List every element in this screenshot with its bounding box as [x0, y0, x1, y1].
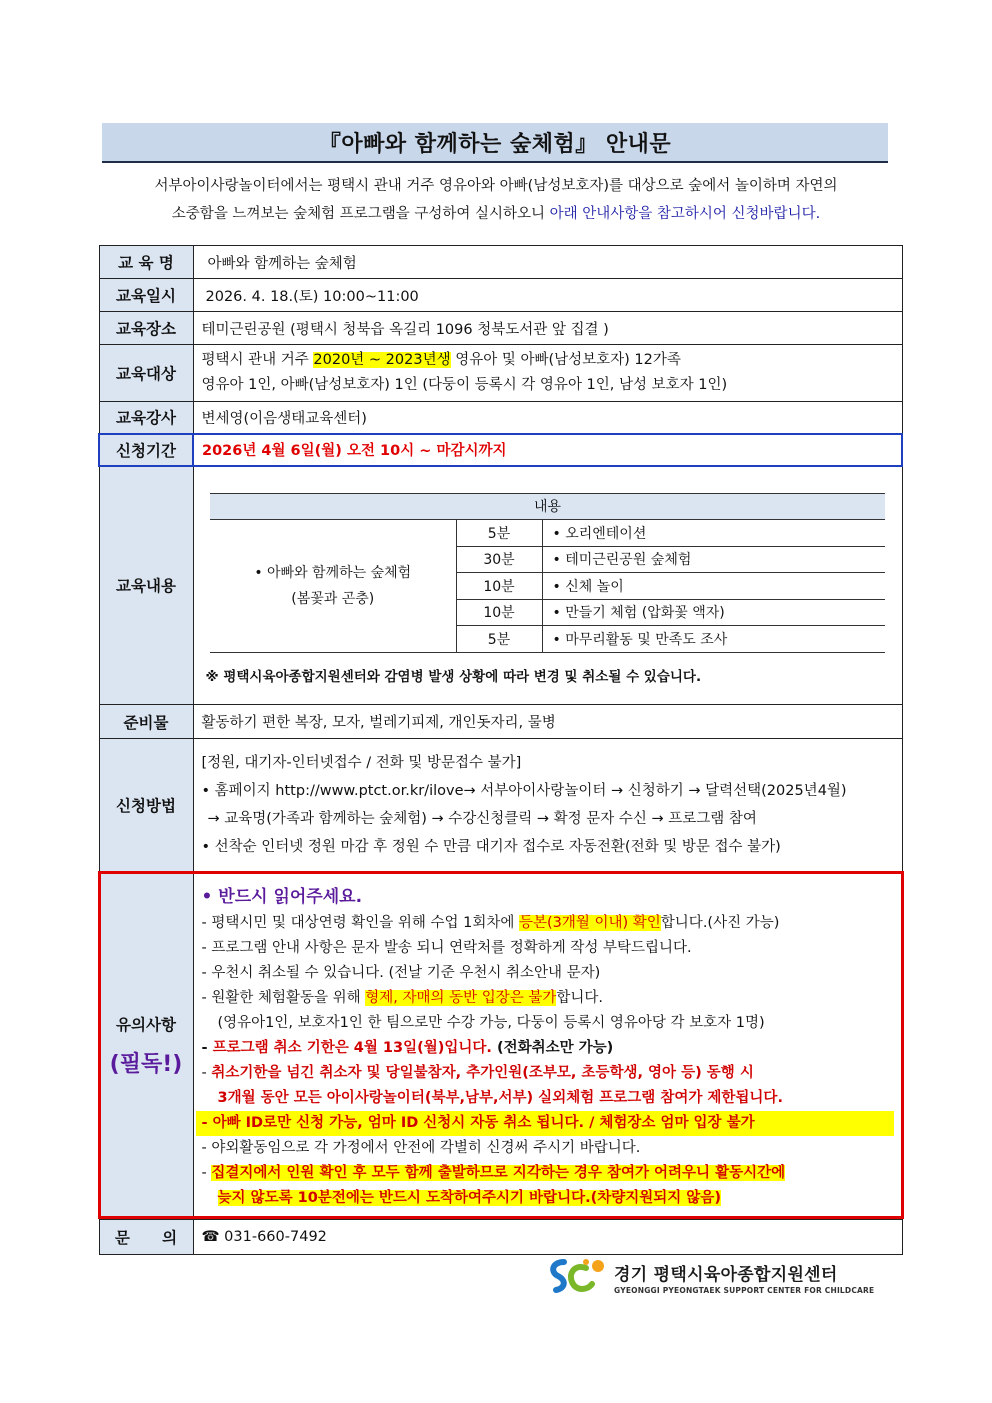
row-edu-name — [99, 246, 902, 279]
schedule-row — [210, 520, 885, 547]
row-edu-date — [99, 279, 902, 312]
schedule-time: 10분 — [456, 573, 542, 600]
caution-1-a: - 평택시민 및 대상연령 확인을 위해 수업 1회차에 — [201, 915, 519, 931]
row-contact — [99, 1220, 902, 1255]
label-edu-date: 교육일시 — [99, 279, 193, 312]
caution-head: • 반드시 읽어주세요. — [201, 887, 363, 907]
method-line-1: [정원, 대기자-인터넷접수 / 전화 및 방문접수 불가] — [201, 755, 522, 771]
value-edu-content — [193, 466, 902, 705]
schedule-time: 10분 — [456, 599, 542, 626]
target-text-a: 평택시 관내 거주 — [201, 352, 314, 368]
center-logo — [546, 1256, 874, 1298]
caution-2: - 프로그램 안내 사항은 문자 발송 되니 연락처를 정확하게 작성 부탁드립니다. — [201, 940, 692, 956]
method-line-4: • 선착순 인터넷 정원 마감 후 정원 수 만큼 대기자 접수로 자동전환(전화 및 방문 접수 불가) — [201, 839, 781, 855]
row-cautions — [99, 872, 902, 1220]
caution-4-highlight: 형제, 자매의 동반 입장은 불가 — [365, 990, 557, 1006]
value-contact: ☎ 031-660-7492 — [193, 1220, 902, 1255]
value-edu-name: 아빠와 함께하는 숲체험 — [193, 246, 902, 279]
center-logo-icon — [546, 1256, 610, 1298]
label-edu-name: 교 육 명 — [99, 246, 193, 279]
schedule-header-row — [210, 493, 885, 520]
logo-subtitle: GYEONGGI PYEONGTAEK SUPPORT CENTER FOR CHILDCARE — [614, 1285, 875, 1295]
method-line-3: → 교육명(가족과 함께하는 숲체험) → 수강신청클릭 → 확정 문자 수신 → 프로그램 참여 — [207, 811, 757, 827]
intro-line-2 — [96, 200, 896, 228]
program-name: • 아빠와 함께하는 숲체험 — [254, 564, 412, 581]
caution-6 — [202, 1061, 894, 1086]
caution-1 — [202, 911, 894, 936]
caution-9-red-1: 집결지에서 인원 확인 후 모두 함께 출발하므로 지각하는 경우 참여가 어려우니 활동시간에 — [211, 1165, 786, 1181]
caution-7: - 아빠 ID로만 신청 가능, 엄마 ID 신청시 자동 취소 됩니다. / 체험장소 엄마 입장 불가 — [196, 1111, 894, 1136]
schedule-time: 5분 — [456, 520, 542, 547]
schedule-header: 내용 — [210, 493, 885, 520]
caution-4-sub: (영유아1인, 보호자1인 한 팀으로만 수강 가능, 다둥이 등록시 영유아당 각 보호자 1명) — [217, 1015, 765, 1031]
value-cautions — [193, 872, 902, 1220]
caution-5-a: - — [201, 1040, 213, 1056]
caution-5-b: (전화취소만 가능) — [491, 1040, 614, 1056]
caution-6-red-1: 취소기한을 넘긴 취소자 및 당일불참자, 추가인원(조부모, 초등학생, 영아 등) 동행 시 — [211, 1065, 754, 1081]
label-apply-method: 신청방법 — [99, 739, 193, 872]
target-text-b: 영유아 및 아빠(남성보호자) 12가족 — [450, 352, 681, 368]
value-edu-teacher: 변세영(이음생태교육센터) — [193, 402, 902, 434]
value-apply-method — [193, 739, 902, 872]
intro-line-2-plain: 소중함을 느껴보는 숲체험 프로그램을 구성하여 실시하오니 — [171, 206, 550, 222]
label-cautions-cell — [99, 872, 193, 1220]
value-supplies: 활동하기 편한 복장, 모자, 벌레기피제, 개인돗자리, 물병 — [193, 705, 902, 739]
target-line-1 — [202, 348, 894, 373]
value-edu-date: 2026. 4. 18.(토) 10:00~11:00 — [193, 279, 902, 312]
logo-name: 경기 평택시육아종합지원센터 — [614, 1264, 838, 1285]
caution-3: - 우천시 취소될 수 있습니다. (전날 기준 우천시 취소안내 문자) — [201, 965, 601, 981]
target-line-2: 영유아 1인, 아빠(남성보호자) 1인 (다둥이 등록시 각 영유아 1인, 남성 보호자 1인) — [201, 377, 728, 393]
label-must-read: (필독!) — [109, 1052, 183, 1077]
label-edu-teacher: 교육강사 — [99, 402, 193, 434]
content-note: ※ 평택시육아종합지원센터와 감염병 발생 상황에 따라 변경 및 취소될 수 있습니다. — [205, 668, 702, 685]
schedule-table — [210, 493, 885, 653]
program-name-cell — [210, 520, 456, 653]
row-edu-target — [99, 345, 902, 402]
caution-9 — [202, 1161, 894, 1186]
value-edu-place: 테미근린공원 (평택시 청북읍 옥길리 1096 청북도서관 앞 집결 ) — [193, 312, 902, 345]
row-apply-period — [99, 434, 902, 466]
row-supplies — [99, 705, 902, 739]
caution-6-red-2: 3개월 동안 모든 아이사랑놀이터(북부,남부,서부) 실외체험 프로그램 참여가 제한됩니다. — [217, 1090, 783, 1106]
target-highlight: 2020년 ~ 2023년생 — [313, 352, 451, 368]
schedule-activity: • 만들기 체험 (압화꽃 액자) — [542, 599, 885, 626]
method-line-2: • 홈페이지 http://www.ptct.or.kr/ilove→ 서부아이사랑놀이터 → 신청하기 → 달력선택(2025년4월) — [201, 783, 847, 799]
intro-line-1: 서부아이사랑놀이터에서는 평택시 관내 거주 영유아와 아빠(남성보호자)를 대상으로 숲에서 놀이하며 자연의 — [154, 178, 838, 194]
caution-4-b: 합니다. — [556, 990, 604, 1006]
caution-5-red: 프로그램 취소 기한은 4월 13일(월)입니다. — [212, 1040, 492, 1056]
caution-4 — [202, 986, 894, 1011]
schedule-activity: • 마무리활동 및 만족도 조사 — [542, 626, 885, 653]
logo-text — [614, 1260, 874, 1295]
row-edu-content — [99, 466, 902, 705]
row-edu-place — [99, 312, 902, 345]
label-cautions: 유의사항 — [116, 1016, 176, 1034]
schedule-activity: • 테미근린공원 숲체험 — [542, 546, 885, 573]
schedule-time: 30분 — [456, 546, 542, 573]
label-edu-place: 교육장소 — [99, 312, 193, 345]
caution-9-red-2: 늦지 않도록 10분전에는 반드시 도착하여주시기 바랍니다.(차량지원되지 않음) — [217, 1190, 721, 1206]
schedule-activity: • 신체 놀이 — [542, 573, 885, 600]
caution-1-b: 합니다.(사진 가능) — [660, 915, 780, 931]
caution-8: - 야외활동임으로 각 가정에서 안전에 각별히 신경써 주시기 바랍니다. — [201, 1140, 641, 1156]
caution-1-highlight: 등본(3개월 이내) 확인 — [518, 915, 661, 931]
caution-9-a: - — [201, 1165, 212, 1181]
caution-5 — [202, 1036, 894, 1061]
program-subtitle: (봄꽃과 곤충) — [291, 590, 375, 607]
label-edu-target: 교육대상 — [99, 345, 193, 402]
row-apply-method — [99, 739, 902, 872]
caution-9-line-2 — [202, 1186, 894, 1211]
caution-6-a: - — [201, 1065, 212, 1081]
value-edu-target — [193, 345, 902, 402]
info-table — [98, 245, 903, 1255]
caution-4-a: - 원활한 체험활동을 위해 — [201, 990, 366, 1006]
label-supplies: 준비물 — [99, 705, 193, 739]
row-edu-teacher — [99, 402, 902, 434]
label-apply-period: 신청기간 — [99, 434, 193, 466]
schedule-activity: • 오리엔테이션 — [542, 520, 885, 547]
intro-line-2-blue: 아래 안내사항을 참고하시어 신청바랍니다. — [549, 206, 821, 222]
intro-text — [96, 172, 896, 228]
label-edu-content: 교육내용 — [99, 466, 193, 705]
page-title — [102, 123, 888, 163]
label-contact: 문 의 — [99, 1220, 193, 1255]
value-apply-period: 2026년 4월 6일(월) 오전 10시 ~ 마감시까지 — [193, 434, 902, 466]
title-text: 『아빠와 함께하는 숲체험』 안내문 — [318, 131, 672, 157]
schedule-time: 5분 — [456, 626, 542, 653]
